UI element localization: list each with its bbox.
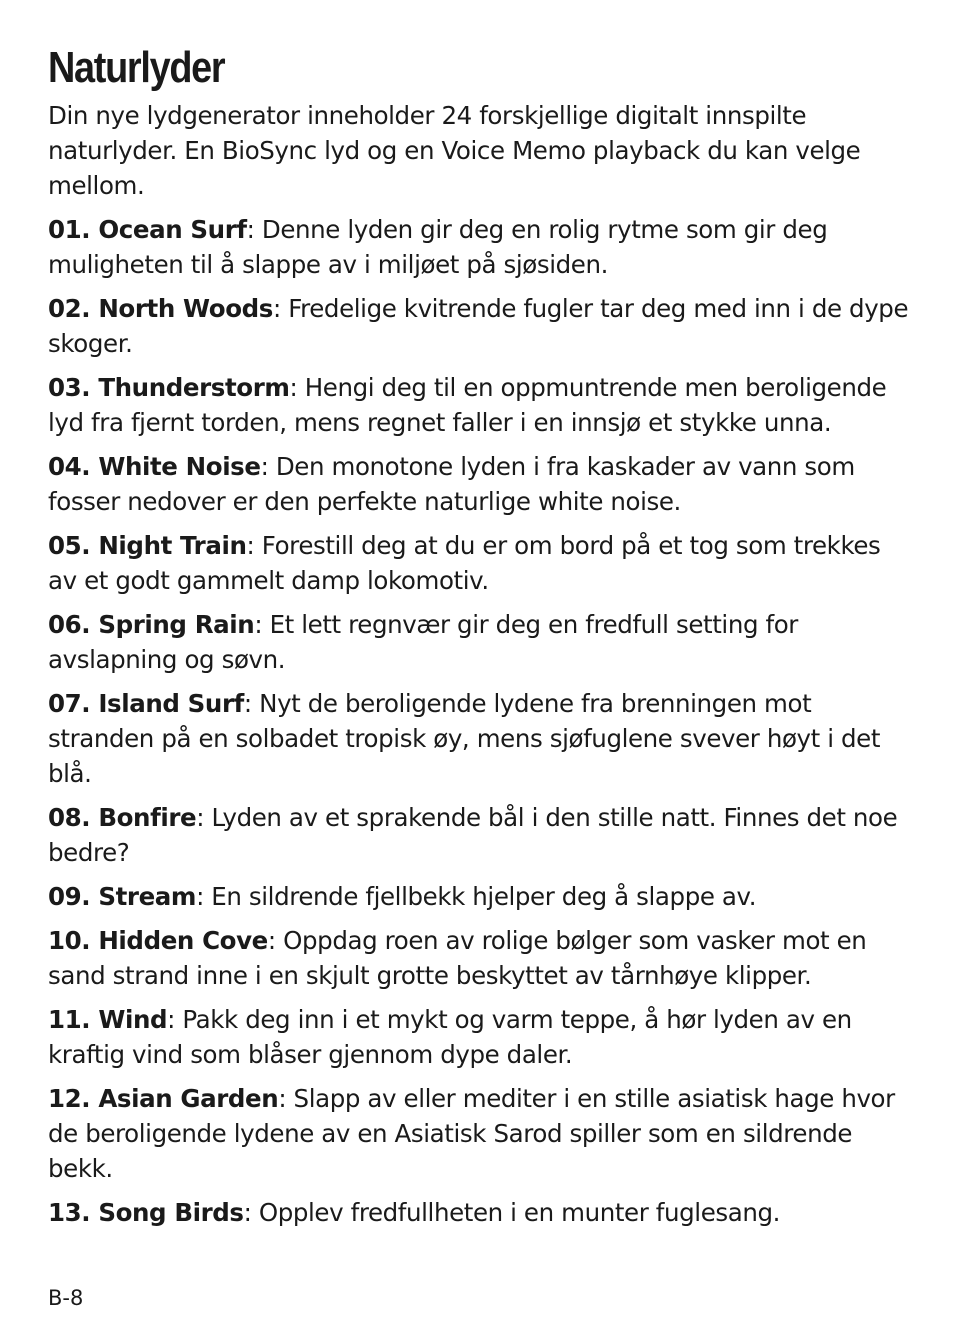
- sound-name: 02. North Woods: [48, 294, 273, 323]
- page-title: Naturlyder: [48, 43, 225, 92]
- sound-name: 09. Stream: [48, 882, 197, 911]
- sound-name: 06. Spring Rain: [48, 610, 255, 639]
- page-content: [48, 38, 910, 1230]
- sound-entry-08: [48, 800, 910, 870]
- sound-description: : Nyt de beroligende lydene fra brenningen mot stranden på en solbadet tropisk øy, mens sjøfuglene svever høyt i det blå.: [48, 689, 881, 788]
- sound-entry-11: [48, 1002, 910, 1072]
- sound-name: 13. Song Birds: [48, 1198, 244, 1227]
- intro-paragraph: Din nye lydgenerator inneholder 24 forskjellige digitalt innspilte naturlyder. En BioSync lyd og en Voice Memo playback du kan velge mellom.: [48, 101, 861, 200]
- sound-description: : Pakk deg inn i et mykt og varm teppe, å hør lyden av en kraftig vind som blåser gjennom dype daler.: [48, 1005, 852, 1069]
- sound-entry-01: [48, 212, 910, 282]
- sound-description: : Forestill deg at du er om bord på et tog som trekkes av et godt gammelt damp lokomotiv.: [48, 531, 881, 595]
- sound-description: : Den monotone lyden i fra kaskader av vann som fosser nedover er den perfekte naturlige white noise.: [48, 452, 855, 516]
- sound-name: 07. Island Surf: [48, 689, 244, 718]
- sound-name: 05. Night Train: [48, 531, 247, 560]
- sound-description: : En sildrende fjellbekk hjelper deg å slappe av.: [196, 882, 757, 911]
- sound-name: 03. Thunderstorm: [48, 373, 290, 402]
- sound-entry-09: [48, 879, 910, 914]
- sound-description: : Hengi deg til en oppmuntrende men beroligende lyd fra fjernt torden, mens regnet faller i en innsjø et stykke unna.: [48, 373, 887, 437]
- sound-description: : Fredelige kvitrende fugler tar deg med inn i de dype skoger.: [48, 294, 909, 358]
- sound-description: : Opplev fredfullheten i en munter fuglesang.: [243, 1198, 781, 1227]
- sound-name: 01. Ocean Surf: [48, 215, 247, 244]
- sound-entry-02: [48, 291, 910, 361]
- page-number: B-8: [48, 1286, 84, 1310]
- sound-name: 04. White Noise: [48, 452, 261, 481]
- sound-entry-13: [48, 1195, 910, 1230]
- sound-name: 12. Asian Garden: [48, 1084, 279, 1113]
- sound-entry-05: [48, 528, 910, 598]
- sound-entry-07: [48, 686, 910, 791]
- sound-description: : Lyden av et sprakende bål i den stille natt. Finnes det noe bedre?: [48, 803, 898, 867]
- sound-description: : Denne lyden gir deg en rolig rytme som gir deg muligheten til å slappe av i miljøet på sjøsiden.: [48, 215, 828, 279]
- sound-entry-06: [48, 607, 910, 677]
- sound-entry-04: [48, 449, 910, 519]
- sound-name: 08. Bonfire: [48, 803, 197, 832]
- sound-description: : Slapp av eller mediter i en stille asiatisk hage hvor de beroligende lydene av en Asiatisk Sarod spiller som en sildrende bekk.: [48, 1084, 895, 1183]
- sound-entry-12: [48, 1081, 910, 1186]
- sound-name: 10. Hidden Cove: [48, 926, 268, 955]
- sound-entry-03: [48, 370, 910, 440]
- sound-name: 11. Wind: [48, 1005, 168, 1034]
- sound-description: : Oppdag roen av rolige bølger som vasker mot en sand strand inne i en skjult grotte beskyttet av tårnhøye klipper.: [48, 926, 867, 990]
- sound-entry-10: [48, 923, 910, 993]
- sound-description: : Et lett regnvær gir deg en fredfull setting for avslapning og søvn.: [48, 610, 798, 674]
